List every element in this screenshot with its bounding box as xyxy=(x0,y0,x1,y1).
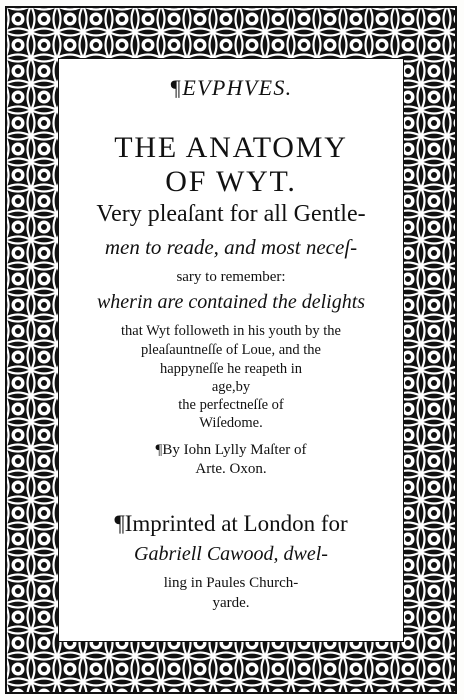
subtitle-line2: men to reade, and most neceſ- xyxy=(104,235,358,259)
author-line1: ¶By Iohn Lylly Maſter of xyxy=(155,442,307,458)
imprint-line2: Gabriell Cawood, dwel- xyxy=(134,543,328,565)
description-line7: Wiſedome. xyxy=(199,415,263,431)
main-title-line2: OF WYT. xyxy=(165,165,297,198)
imprint-line4: yarde. xyxy=(212,595,250,611)
description-line2: that Wyt followeth in his youth by the xyxy=(121,323,341,339)
subtitle-line3: sary to remember: xyxy=(176,269,286,285)
description-line6: the perfectneſſe of xyxy=(178,397,284,413)
description-line4: happyneſſe he reapeth in xyxy=(159,361,303,377)
description-line1: wherin are contained the delights xyxy=(96,291,366,313)
running-title: ¶EVPHVES. xyxy=(169,75,293,100)
subtitle-line1: Very pleaſant for all Gentle- xyxy=(96,201,366,227)
description-line3: pleaſauntneſſe of Loue, and the xyxy=(141,342,321,358)
imprint-line1: ¶Imprinted at London for xyxy=(114,511,348,536)
main-title-line1: THE ANATOMY xyxy=(114,131,348,164)
description-line5: age,by xyxy=(211,379,251,395)
author-line2: Arte. Oxon. xyxy=(195,461,267,477)
imprint-line3: ling in Paules Church- xyxy=(163,575,299,591)
text-panel xyxy=(58,58,404,642)
